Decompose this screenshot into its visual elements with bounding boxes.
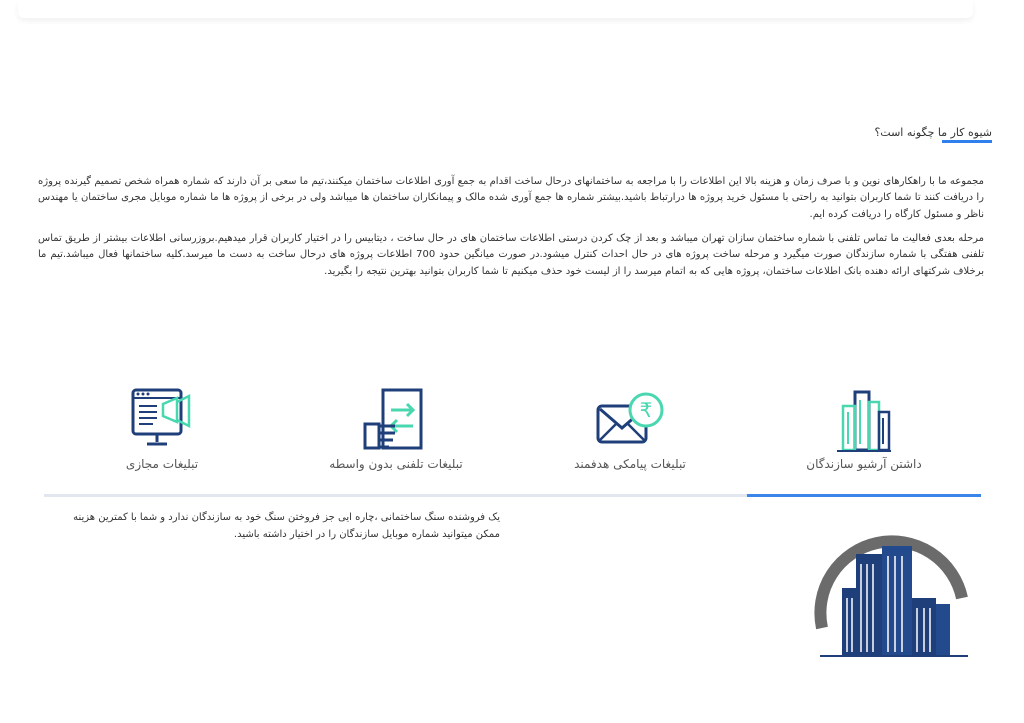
tab-label: تبلیغات مجازی (125, 457, 199, 471)
tab-targeted-sms[interactable] (513, 382, 747, 482)
building-illustration (812, 518, 972, 662)
tab-label: تبلیغات پیامکی هدفمند (574, 457, 686, 471)
top-navbar (18, 0, 973, 18)
tab-label: تبلیغات تلفنی بدون واسطه (329, 457, 463, 471)
svg-text:₹: ₹ (639, 398, 653, 422)
tab-online-ads[interactable] (45, 382, 279, 482)
tab-label: داشتن آرشیو سازندگان (806, 457, 922, 471)
active-tab-indicator (747, 494, 981, 497)
hand-document-icon (361, 386, 431, 456)
section-title (874, 126, 992, 139)
tab-content-text: یک فروشنده سنگ ساختمانی ،چاره ایی جز فروختن سنگ خود به سازندگان ندارد و شما با کمترین هزینه ممکن میتوانید شماره موبایل سازندگان را در اختیار داشته باشید. (73, 512, 500, 540)
monitor-megaphone-icon (127, 386, 197, 456)
intro-paragraph-2: مرحله بعدی فعالیت ما تماس تلفنی با شماره ساختمان سازان تهران میباشد و بعد از چک کردن درستی اطلاعات ساختمان های در حال ساخت ، دیتابیس را در اختیار کاربران قرار میدهیم.بروزرسانی اطلاعات بیشتر از طریق تماس تلفنی هفتگی با شماره سازندگان صورت میگیرد و مرحله ساخت پروژه های در حال احداث کنترل میشود.در صورت میانگین حدود 700 اطلاعات پروژه های درحال ساخت به دست ما میرسد.کلیه ساختمانها فعال میباشد.تیم ما برخلاف شرکتهای ارائه دهنده بانک اطلاعات ساختمان، پروژه هایی که به اتمام میرسد را از لیست خود حذف میکنیم تا شما کاربران بتوانید بهترین نتیجه را بگیرید. (38, 233, 985, 277)
title-underline (942, 140, 992, 143)
tab-indicator-track (44, 494, 981, 497)
envelope-rupee-icon (594, 386, 666, 452)
tab-direct-phone[interactable] (279, 382, 513, 482)
buildings-icon (833, 386, 895, 458)
tab-builders-archive[interactable] (747, 382, 981, 482)
services-tabs (44, 382, 981, 500)
intro-paragraph-1: مجموعه ما با راهکارهای نوین و با صرف زمان و هزینه بالا این اطلاعات را با مراجعه به ساختمانهای درحال ساخت اقدام به جمع آوری اطلاعات ساختمان میکنند،تیم ما سعی بر آن دارند که شماره همراه شخص تصمیم گیرنده پروژه را دریافت کنند تا شما کاربران بتوانید به راحتی با مسئول خرید پروژه ها درارتباط باشید.بیشتر شماره ها جمع آوری شده مالک و پیمانکاران ساختمان ها میباشد ولی در برخی از پروژه ها ما شماره موبایل مجری ساختمان یا مهندس ناظر و مسئول کارگاه را دریافت کرده ایم. (38, 176, 984, 220)
section-title-text: شیوه کار ما چگونه است؟ (874, 126, 992, 139)
